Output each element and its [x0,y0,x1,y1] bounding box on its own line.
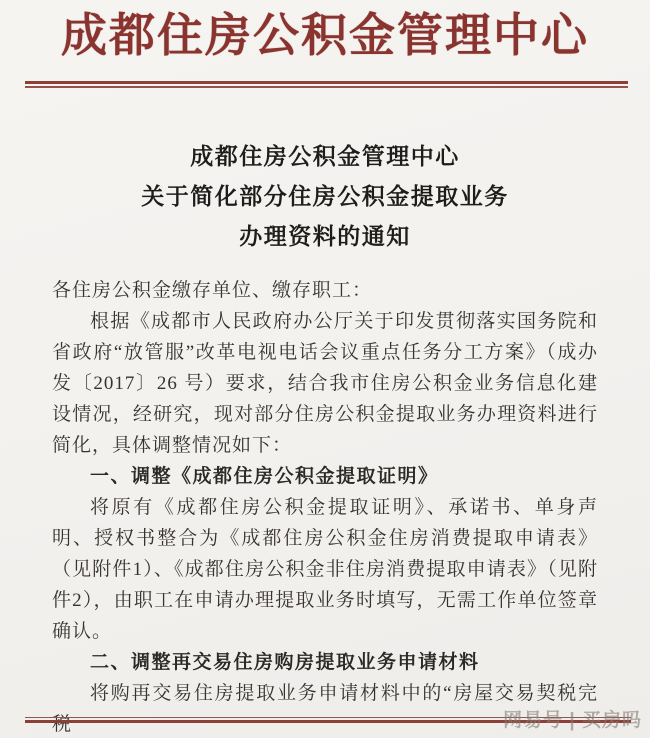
document-title-line-2: 关于简化部分住房公积金提取业务 [141,184,509,209]
masthead-title: 成都住房公积金管理中心 [61,10,589,61]
document-title [0,137,650,257]
section-1-paragraph: 将原有《成都住房公积金提取证明》、承诺书、单身声明、授权书整合为《成都住房公积金住房消费提取申请表》（见附件1）、《成都住房公积金非住房消费提取申请表》（见附件2），由职工在申请办理提取业务时填写，无需工作单位签章确认。 [52,497,598,642]
document-title-line-3: 办理资料的通知 [239,224,411,249]
intro-paragraph: 根据《成都市人民政府办公厅关于印发贯彻落实国务院和省政府“放管服”改革电视电话会议重点任务分工方案》（成办发〔2017〕26 号）要求，结合我市住房公积金业务信息化建设情况，经研究，现对部分住房公积金提取业务办理资料进行简化，具体调整情况如下： [52,311,598,456]
salutation: 各住房公积金缴存单位、缴存职工： [52,280,373,301]
notice-content [0,137,650,738]
masthead-double-rule [25,81,628,88]
section-2-heading: 二、调整再交易住房购房提取业务申请材料 [90,652,480,673]
notice-body [52,275,598,738]
section-1-heading: 一、调整《成都住房公积金提取证明》 [90,466,439,487]
section-2-paragraph: 将购再交易住房提取业务申请材料中的“房屋交易契税完税 [52,683,598,735]
masthead [0,0,650,88]
document-title-line-1: 成都住房公积金管理中心 [190,144,460,169]
source-watermark: 网易号 | 买房吗 [503,710,642,731]
